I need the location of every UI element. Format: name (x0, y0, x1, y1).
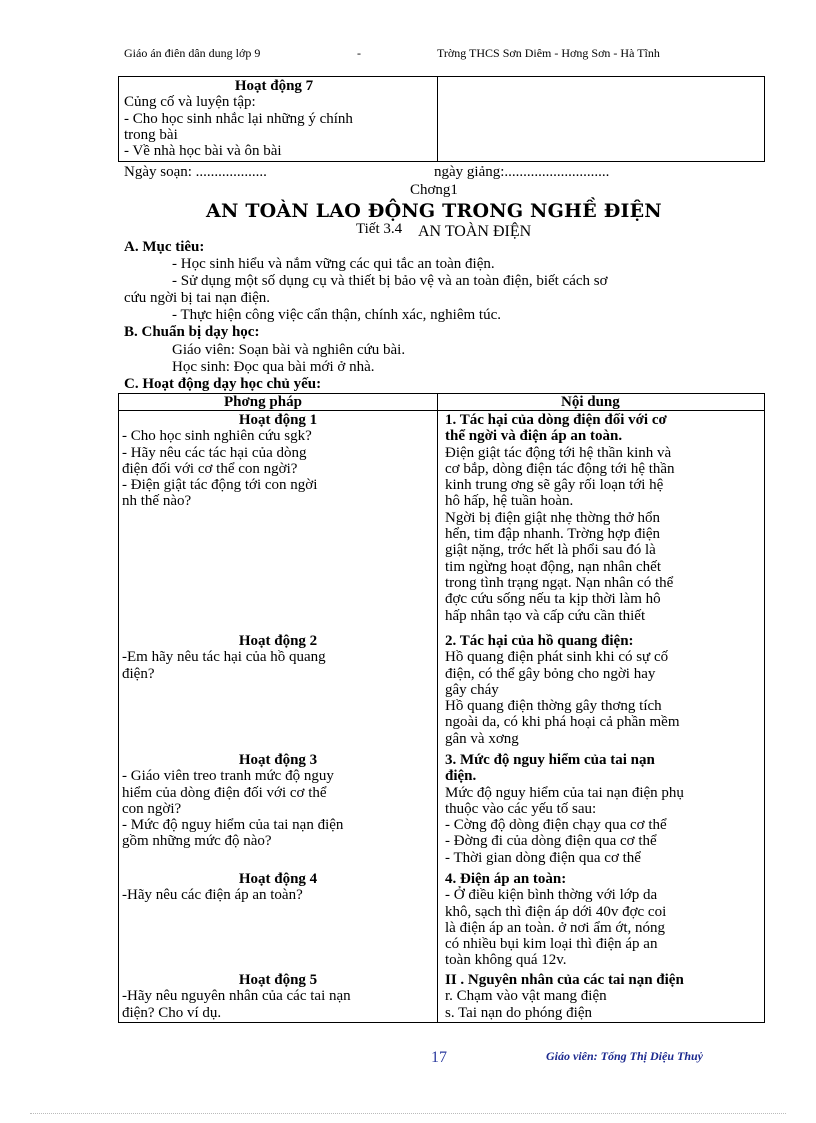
s4-line: có nhiều bụi kim loại thì điện áp an (445, 936, 658, 953)
section-a-line: - Thực hiện công việc cẩn thận, chính xác, nghiêm túc. (172, 307, 501, 323)
s1-line: cơ bắp, dòng điện tác động tới hệ thần (445, 460, 675, 477)
s3-title: điện. (445, 768, 477, 785)
hd5-line: điện? Cho ví dụ. (122, 1004, 222, 1021)
s5-line: r. Chạm vào vật mang điện (445, 988, 607, 1005)
section-b-title: B. Chuẩn bị dạy học: (124, 324, 260, 340)
hd3-title: Hoạt động 3 (238, 752, 318, 768)
s3-line: Mức độ nguy hiểm của tai nạn điện phụ (445, 784, 684, 801)
left-col-hd2 (122, 633, 434, 682)
table-header-right: Nội dung (561, 394, 620, 410)
hd1-line: - Hãy nêu các tác hại của dòng (122, 444, 307, 461)
right-col-s3 (445, 752, 757, 866)
top-box-line: Củng cố và luyện tập: (124, 94, 256, 111)
top-box-line: - Cho học sinh nhắc lại những ý chính (124, 110, 353, 127)
hd1-line: - Cho học sinh nghiên cứu sgk? (122, 428, 312, 445)
top-box-title: Hoạt động 7 (234, 78, 314, 94)
s1-title: 1. Tác hại của dòng điện đối với cơ (445, 412, 667, 428)
s4-line: khô, sạch thì điện áp dới 40v đợc coi (445, 903, 667, 920)
hd2-line: điện? (122, 665, 155, 682)
s1-line: kinh trung ơng sẽ gây rối loạn tới hệ (445, 477, 664, 494)
hd2-title: Hoạt động 2 (238, 633, 318, 649)
s2-line: gân và xơng (445, 730, 519, 747)
s1-line: tim ngừng hoạt động, nạn nhân chết (445, 558, 662, 575)
left-col-hd4 (122, 871, 434, 904)
s3-title: 3. Mức độ nguy hiểm của tai nạn (445, 752, 655, 768)
hd4-line: -Hãy nêu các điện áp an toàn? (122, 887, 303, 904)
s4-line: là điện áp an toàn. ở nơi ẩm ớt, nóng (445, 919, 665, 936)
section-b-line: Giáo viên: Soạn bài và nghiên cứu bài. (172, 342, 406, 358)
s3-line: - Đờng đi của dòng điện qua cơ thể (445, 833, 657, 850)
left-col-hd5 (122, 972, 434, 1021)
main-table-divider (437, 393, 438, 1022)
s1-line: trong tình trạng ngạt. Nạn nhân có thể (445, 574, 674, 591)
s2-line: Hồ quang điện phát sinh khi có sự cố (445, 649, 669, 666)
top-box-line: trong bài (124, 126, 178, 143)
top-box-left (124, 78, 434, 159)
hd2-line: -Em hãy nêu tác hại của hồ quang (122, 649, 326, 666)
section-a-line: cứu ngời bị tai nạn điện. (124, 290, 271, 306)
hd4-title: Hoạt động 4 (238, 871, 318, 887)
s1-title: thể ngời và điện áp an toàn. (445, 428, 623, 445)
s2-line: ngoài da, có khi phá hoại cả phần mềm (445, 714, 680, 731)
hd3-line: hiểm của dòng điện đối với cơ thể (122, 784, 327, 801)
left-col-hd3 (122, 752, 434, 850)
date-soan: Ngày soạn: ................... (124, 164, 267, 180)
footer-dotted-rule (30, 1113, 786, 1114)
date-giang: ngày giảng:............................ (434, 164, 610, 180)
section-a-title: A. Mục tiêu: (124, 239, 205, 255)
hd1-line: - Điện giật tác động tới con ngời (122, 477, 318, 494)
top-box-divider (437, 76, 438, 161)
s4-line: toàn không quá 12v. (445, 952, 567, 969)
s3-line: - Cờng độ dòng điện chạy qua cơ thể (445, 817, 667, 834)
s2-line: gây cháy (445, 681, 499, 698)
s2-title: 2. Tác hại của hồ quang điện: (445, 633, 634, 649)
right-col-s2 (445, 633, 757, 747)
header-left: Giáo án điên dân dung lớp 9 (124, 46, 261, 60)
right-col-s5 (445, 972, 757, 1021)
hd3-line: - Giáo viên treo tranh mức độ nguy (122, 768, 334, 785)
section-c-title: C. Hoạt động dạy học chủ yếu: (124, 376, 322, 392)
s2-line: điện, có thể gây bỏng cho ngời hay (445, 665, 656, 682)
hd3-line: - Mức độ nguy hiểm của tai nạn điện (122, 817, 344, 834)
s5-line: s. Tai nạn do phóng điện (445, 1004, 592, 1021)
page-number: 17 (431, 1049, 447, 1066)
s2-line: Hồ quang điện thờng gây thơng tích (445, 698, 662, 715)
header-right: Trờng THCS Sơn Diêm - Hơng Sơn - Hà Tĩnh (437, 46, 660, 60)
s3-line: - Thời gian dòng điện qua cơ thể (445, 849, 641, 866)
hd3-line: gồm những mức độ nào? (122, 833, 272, 850)
s4-title: 4. Điện áp an toàn: (445, 871, 567, 887)
chapter-label: Chơng1 (410, 182, 458, 198)
left-col-hd1 (122, 412, 434, 510)
top-box-line: - Về nhà học bài và ôn bài (124, 143, 282, 160)
s1-line: hấp nhân tạo và cấp cứu cần thiết (445, 607, 646, 624)
section-a-line: - Học sinh hiểu và nắm vững các qui tắc an toàn điện. (172, 256, 495, 272)
section-a-line: - Sử dụng một số dụng cụ và thiết bị bảo vệ và an toàn điện, biết cách sơ (172, 273, 608, 289)
teacher-signature: Giáo viên: Tống Thị Diệu Thuỷ (546, 1049, 704, 1063)
s1-line: hển, tim đập nhanh. Trờng hợp điện (445, 526, 661, 543)
right-col-s4 (445, 871, 757, 969)
hd5-title: Hoạt động 5 (238, 972, 318, 988)
lesson-number: Tiết 3.4 (356, 221, 403, 237)
s3-line: thuộc vào các yếu tố sau: (445, 800, 597, 817)
main-table-header-rule (118, 410, 764, 411)
hd3-line: con ngời? (122, 800, 182, 817)
s1-line: Điện giật tác động tới hệ thần kinh và (445, 444, 672, 461)
lesson-title: AN TOÀN ĐIỆN (418, 223, 532, 240)
s1-line: giật nặng, trớc hết là phổi sau đó là (445, 542, 656, 559)
s4-line: - Ở điều kiện bình thờng với lớp da (445, 887, 658, 904)
s1-line: Ngời bị điện giật nhẹ thờng thở hổn (445, 509, 661, 526)
header-dash: - (357, 46, 361, 60)
main-title: AN TOÀN LAO ĐỘNG TRONG NGHỀ ĐIỆN (206, 200, 662, 222)
s5-title: II . Nguyên nhân của các tai nạn điện (445, 972, 684, 988)
hd1-title: Hoạt động 1 (238, 412, 318, 428)
s1-line: hô hấp, hệ tuần hoàn. (445, 493, 574, 510)
hd5-line: -Hãy nêu nguyên nhân của các tai nạn (122, 988, 351, 1005)
table-header-left: Phơng pháp (224, 394, 302, 410)
hd1-line: nh thế nào? (122, 493, 192, 510)
s1-line: đợc cứu sống nếu ta kịp thời làm hô (445, 591, 661, 608)
section-b-line: Học sinh: Đọc qua bài mới ở nhà. (172, 359, 375, 375)
hd1-line: điện đối với cơ thể con ngời? (122, 460, 298, 477)
right-col-s1 (445, 412, 757, 624)
